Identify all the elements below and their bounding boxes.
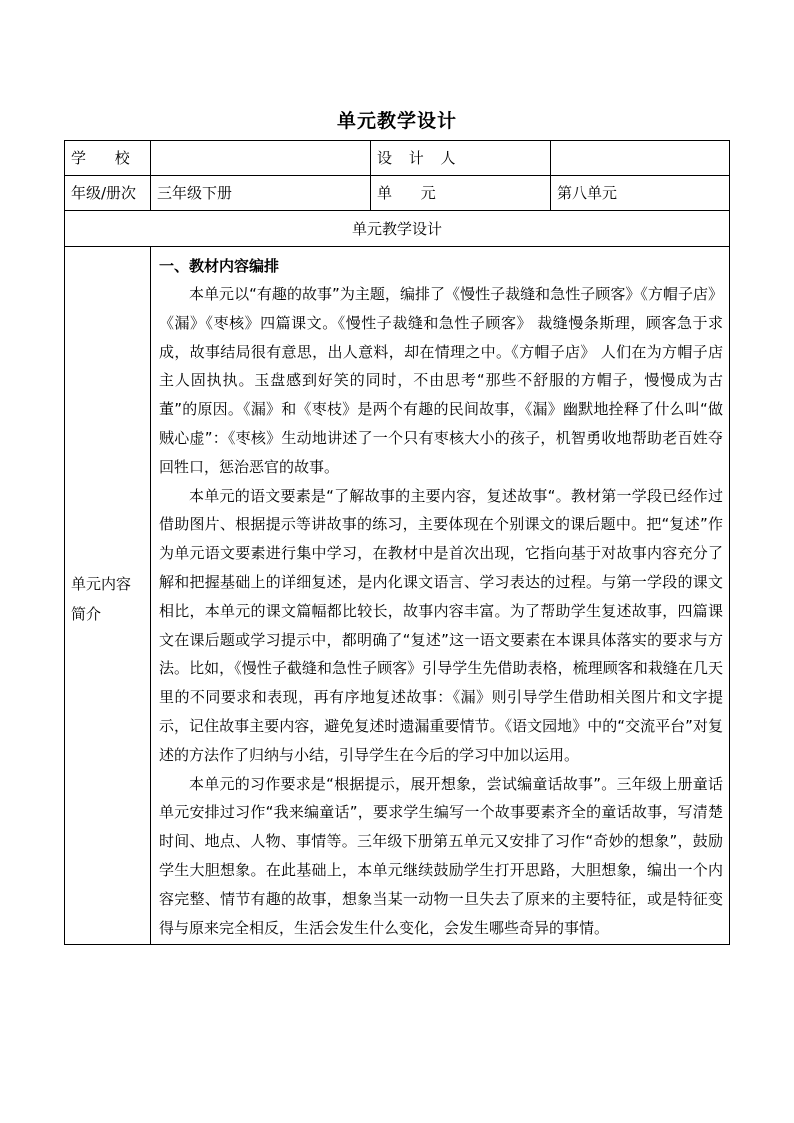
content-cell xyxy=(151,247,730,945)
table-row xyxy=(65,211,730,247)
content-paragraph-1: 本单元以“有趣的故事”为主题，编排了《慢性子裁缝和急性子顾客》《方帽子店》《漏》《枣核》四篇课文。《慢性子裁缝和急性子顾客》 裁缝慢条斯理，顾客急于求成，故事结局很有意思，出人意料，却在情理之中。《方帽子店》 人们在为方帽子店主人固执执。玉盘感到好笑的同时，不由思考“那些不舒服的方帽子，慢慢成为古董”的原因。《漏》和《枣枝》是两个有趣的民间故事，《漏》幽默地拴释了什么叫“做贼心虚”：《枣核》生动地讲述了一个只有枣核大小的孩子，机智勇收地帮助老百姓夺回牲口，惩治恶官的故事。 xyxy=(159,285,723,476)
designer-label: 设 计 人 xyxy=(371,141,551,176)
designer-value[interactable] xyxy=(551,141,730,176)
grade-label: 年级/册次 xyxy=(65,176,151,211)
section-title: 单元教学设计 xyxy=(65,211,730,247)
unit-label: 单 元 xyxy=(371,176,551,211)
table-row xyxy=(65,141,730,176)
school-value[interactable] xyxy=(151,141,371,176)
content-paragraph-3: 本单元的习作要求是“根据提示，展开想象，尝试编童话故事”。三年级上册童话单元安排过习作“我来编童话”，要求学生编写一个故事要素齐全的童话故事，写清楚时间、地点、人物、事情等。三年级下册第五单元又安排了习作“奇妙的想象”，鼓励学生大胆想象。在此基础上，本单元继续鼓励学生打开思路，大胆想象，编出一个内容完整、情节有趣的故事，想象当某一动物一旦失去了原来的主要特征，或是特征变得与原来完全相反，生活会发生什么变化，会发生哪些奇异的事情。 xyxy=(159,774,723,937)
table-row xyxy=(65,176,730,211)
grade-value[interactable]: 三年级下册 xyxy=(151,176,371,211)
content-label: 单元内容简介 xyxy=(65,247,151,945)
unit-design-table xyxy=(64,140,730,945)
content-paragraph-2: 本单元的语文要素是“了解故事的主要内容，复述故事“。教材第一学段已经作过借助图片、根据提示等讲故事的练习，主要体现在个别课文的课后题中。把“复述”作为单元语文要素进行集中学习，在教材中是首次出现，它指向基于对故事内容充分了解和把握基础上的详细复述，是内化课文语言、学习表达的过程。与第一学段的课文相比，本单元的课文篇幅都比较长，故事内容丰富。为了帮助学生复述故事，四篇课文在课后题或学习提示中，都明确了“复述”这一语文要素在本课具体落实的要求与方法。比如，《慢性子截缝和急性子顾客》引导学生先借助表格，梳理顾客和栽缝在几天里的不同要求和表现，再有序地复述故事：《漏》则引导学生借助相关图片和文字提示，记住故事主要内容，避免复述时遗漏重要情节。《语文园地》中的“交流平台”对复述的方法作了归纳与小结，引导学生在今后的学习中加以运用。 xyxy=(159,486,723,764)
content-heading: 一、教材内容编排 xyxy=(159,257,280,275)
school-label: 学 校 xyxy=(65,141,151,176)
document-title: 单元教学设计 xyxy=(336,110,457,132)
table-row xyxy=(65,247,730,945)
unit-value[interactable]: 第八单元 xyxy=(551,176,730,211)
